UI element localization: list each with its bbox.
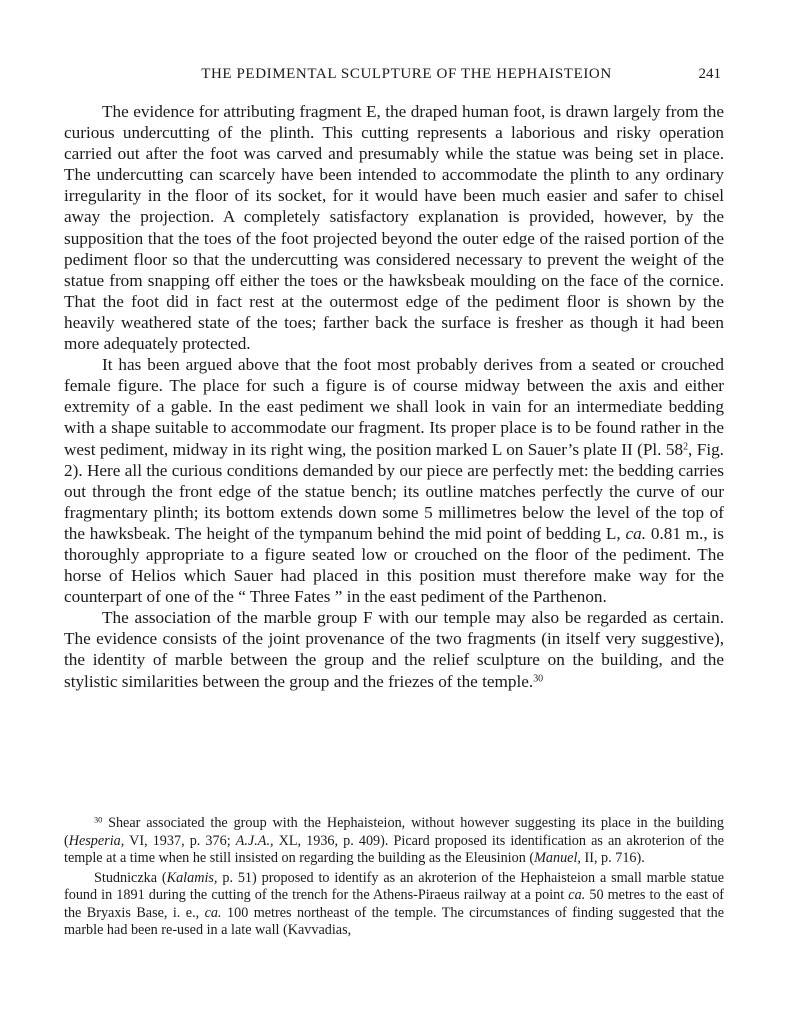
italic-ca: ca.: [204, 904, 222, 921]
plate-superscript: 2: [683, 441, 689, 453]
footnote-text: XL, 1936, p. 409). Picard proposed its identification as an akroterion of the temple at a time when he still insisted on regarding the building as the Eleusinion (: [64, 832, 725, 866]
footnote-number: 30: [94, 815, 103, 825]
paragraph-text: It has been argued above that the foot most probably derives from a seated or crouched female figure. The place for such a figure is of course midway between the axis and either extremity of a gable. In the east pediment we shall look in vain for an intermediate bedding with a shape suitable to accommodate our fragment. Its proper place is to be found rather in the west pediment, midway in its right wing, the position marked L on Sauer’s plate II (Pl. 58: [64, 355, 724, 459]
italic-aja: A.J.A.,: [235, 832, 274, 849]
footnotes: [64, 815, 724, 940]
italic-hesperia: Hesperia,: [68, 832, 125, 849]
paragraph-text: The evidence for attributing fragment E, the draped human foot, is drawn largely from the curious undercutting of the plinth. This cutting represents a laborious and risky operation carried out after the foot was carved and presumably while the statue was being set in place. The undercutting can scarcely have been intended to accommodate the plinth to any ordinary irregularity in the floor of its socket, for it would have been much easier and safer to chisel away the projection. A completely satisfactory explanation is provided, however, by the supposition that the toes of the foot projected beyond the outer edge of the raised portion of the pediment floor so that the undercutting was considered necessary to prevent the weight of the statue from snapping off either the toes or the hawksbeak moulding on the face of the cornice. That the foot did in fact rest at the outermost edge of the pediment floor is shown by the heavily weathered state of the toes; farther back the surface is fresher as though it had been more adequately protected.: [64, 102, 724, 354]
paragraph-text: , Fig. 2). Here all the curious conditions demanded by our piece are perfectly met: the bedding carries out through the front edge of the statue bench; its outline matches perfectly the curve of our fragmentary plinth; its bottom extends down some 5 millimetres below the level of the top of the hawksbeak. The height of the tympanum behind the mid point of bedding L,: [64, 439, 724, 543]
paragraph-placement-l: [64, 354, 724, 607]
footnote-text: VI, 1937, p. 376;: [129, 832, 231, 849]
italic-ca: ca.: [568, 887, 586, 903]
footnote-reference: 30: [533, 673, 544, 685]
paragraph-text: 0.81 m., is thoroughly appropriate to a figure seated low or crouched on the floor of the pediment. The horse of Helios which Sauer had placed in this position must therefore make way for the counterpart of one of the “ Three Fates ” in the east pediment of the Parthenon.: [64, 523, 724, 607]
main-text: [64, 101, 724, 692]
running-title: THE PEDIMENTAL SCULPTURE OF THE HEPHAISTEION: [201, 66, 612, 82]
page-header: [64, 66, 723, 90]
page-number: 241: [698, 66, 721, 82]
paragraph-fragment-e: [64, 101, 724, 354]
paragraph-group-f: [64, 607, 724, 691]
paragraph-text: The association of the marble group F with our temple may also be regarded as certain. The evidence consists of the joint provenance of the two fragments (in itself very suggestive), the identity of marble between the group and the relief sculpture on the building, and the stylistic similarities between the group and the friezes of the temple.: [64, 608, 724, 691]
italic-ca: ca.: [625, 523, 647, 543]
footnote-30: [64, 815, 724, 868]
footnote-text: II, p. 716).: [584, 850, 645, 866]
footnote-text: p. 51) proposed to identify as an akroterion of the Hephaisteion a small marble statue found in 1891 during the cutting of the trench for the Athens-Piraeus railway at a point: [64, 869, 725, 903]
footnote-text: 50 metres to the east of the Bryaxis Base, i. e.,: [64, 887, 725, 921]
footnote-text: Studniczka (: [94, 869, 167, 886]
italic-manuel: Manuel,: [534, 850, 581, 866]
italic-kalamis: Kalamis,: [166, 869, 218, 886]
footnote-text: Shear associated the group with the Hephaisteion, without however suggesting its place in the building (: [64, 815, 724, 849]
footnote-text: 100 metres northeast of the temple. The circumstances of finding suggested that the marble had been re-used in a late wall (Kavvadias,: [64, 904, 725, 938]
footnote-30-continued: [64, 870, 724, 940]
